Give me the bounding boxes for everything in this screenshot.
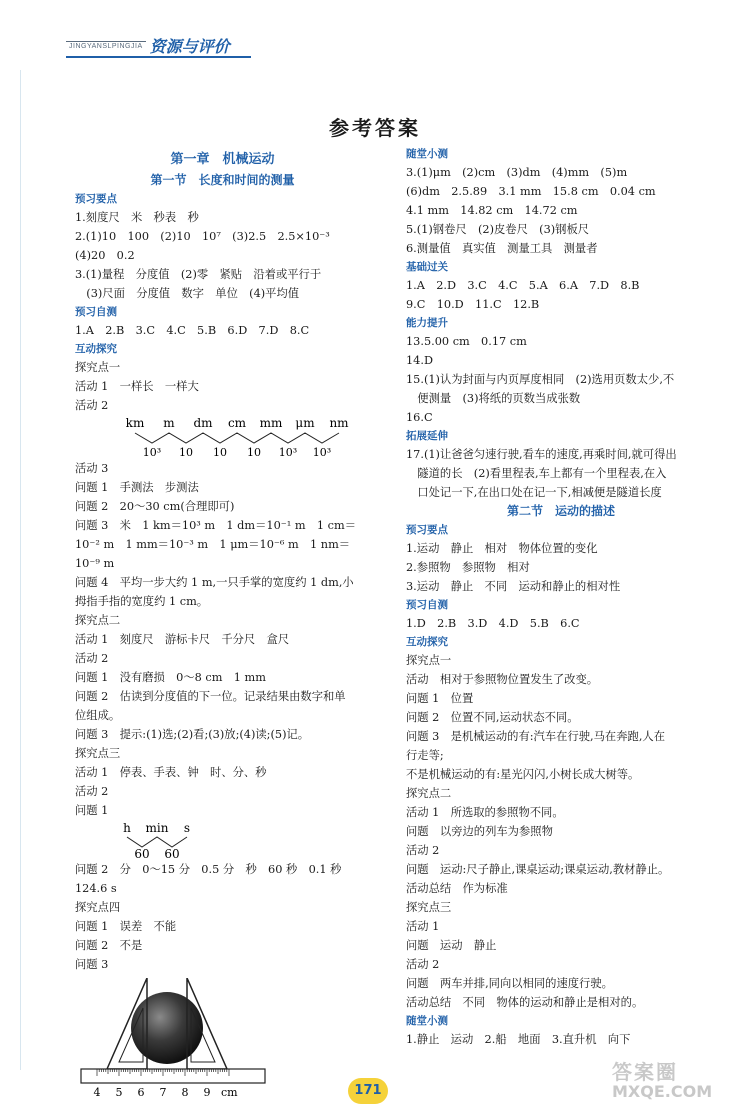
brand-pinyin: JINGYANSLPINGJIA xyxy=(66,41,146,51)
answer-line: 活动总结 不同 物体的运动和静止是相对的。 xyxy=(406,996,644,1009)
right-lines-a xyxy=(406,145,716,502)
ruler-label: 6 xyxy=(137,1086,145,1098)
brand-underline xyxy=(66,56,251,58)
answer-line: 探究点二 xyxy=(406,787,452,800)
answer-line: 活动 相对于参照物位置发生了改变。 xyxy=(406,673,599,686)
answer-line: 活动 2 xyxy=(75,652,109,665)
answer-line: 探究点一 xyxy=(406,654,452,667)
time-unit-svg xyxy=(75,820,370,860)
answer-line: 3.运动 静止 不同 运动和静止的相对性 xyxy=(406,580,621,593)
answer-line: 1.A 2.B 3.C 4.C 5.B 6.D 7.D 8.C xyxy=(75,324,310,337)
answer-line: 活动 2 xyxy=(406,958,440,971)
page-title: 参考答案 xyxy=(329,116,421,140)
answer-line: 3.(1)μm (2)cm (3)dm (4)mm (5)m xyxy=(406,166,628,179)
answer-line: 活动 1 xyxy=(406,920,440,933)
left-column xyxy=(75,150,370,1098)
ruler-label: 8 xyxy=(181,1086,189,1098)
answer-line: 活动 1 停表、手表、钟 时、分、秒 xyxy=(75,766,267,779)
unit-label: cm xyxy=(227,416,247,430)
section-heading: 第一节 长度和时间的测量 xyxy=(150,173,295,187)
answer-line: 16.C xyxy=(406,411,433,424)
right-lines-b xyxy=(406,521,716,1049)
subsection-heading: 能力提升 xyxy=(406,317,448,329)
ratio-label: 10³ xyxy=(312,446,332,459)
answer-line: 问题 2 不是 xyxy=(75,939,143,952)
answer-line: 问题 1 位置 xyxy=(406,692,474,705)
answer-line: 问题 2 20～30 cm(合理即可) xyxy=(75,500,235,513)
subsection-heading: 预习要点 xyxy=(75,193,117,205)
answer-line: 问题 1 误差 不能 xyxy=(75,920,177,933)
answer-line: 17.(1)让爸爸匀速行驶,看车的速度,再乘时间,就可得出 xyxy=(406,448,677,461)
ruler-svg xyxy=(75,978,275,1098)
answer-line: 问题 3 是机械运动的有:汽车在行驶,马在奔跑,人在 xyxy=(406,730,666,743)
answer-line: (3)尺面 分度值 数字 单位 (4)平均值 xyxy=(75,287,300,300)
answer-line: 4.1 mm 14.82 cm 14.72 cm xyxy=(406,204,578,217)
time-unit-label: h xyxy=(123,821,131,835)
answer-line: 问题 两车并排,同向以相同的速度行驶。 xyxy=(406,977,613,990)
right-column xyxy=(406,145,716,1049)
answer-line: 活动 3 xyxy=(75,462,109,475)
answer-line: 问题 3 米 1 km＝10³ m 1 dm＝10⁻¹ m 1 cm＝ xyxy=(75,519,356,532)
answer-line: 10⁻² m 1 mm＝10⁻³ m 1 μm＝10⁻⁶ m 1 nm＝ xyxy=(75,538,351,551)
sphere-image xyxy=(131,992,203,1064)
time-ratio-label: 60 xyxy=(134,847,150,860)
answer-line: 13.5.00 cm 0.17 cm xyxy=(406,335,527,348)
answer-line: 问题 1 没有磨损 0～8 cm 1 mm xyxy=(75,671,266,684)
answer-line: 便测量 (3)将纸的页数当成张数 xyxy=(406,392,581,405)
answer-line: 问题 以旁边的列车为参照物 xyxy=(406,825,553,838)
answer-line: 探究点三 xyxy=(75,747,121,760)
unit-label: m xyxy=(163,416,175,430)
ruler-label: 4 xyxy=(93,1086,101,1098)
answer-line: 隧道的长 (2)看里程表,车上都有一个里程表,在入 xyxy=(406,467,667,480)
answer-line: (6)dm 2.5.89 3.1 mm 15.8 cm 0.04 cm xyxy=(406,185,656,198)
answer-line: 问题 2 估读到分度值的下一位。记录结果由数字和单 xyxy=(75,690,346,703)
ruler-measurement-figure xyxy=(75,978,370,1098)
brand-logo xyxy=(66,34,230,57)
answer-line: 问题 3 xyxy=(75,958,109,971)
answer-line: 活动 2 xyxy=(75,399,109,412)
zigzag-line xyxy=(135,433,339,443)
time-unit-label: s xyxy=(183,821,191,835)
answer-line: 10⁻⁹ m xyxy=(75,557,115,570)
unit-label: μm xyxy=(295,416,315,430)
section2-heading: 第二节 运动的描述 xyxy=(506,504,615,518)
left-lines-b xyxy=(75,459,370,820)
watermark-top: 答案圈 xyxy=(612,1060,678,1084)
subsection-heading: 基础过关 xyxy=(406,261,448,273)
answer-line: 问题 3 提示:(1)选;(2)看;(3)放;(4)读;(5)记。 xyxy=(75,728,310,741)
unit-label: km xyxy=(125,416,145,430)
answer-line: 15.(1)认为封面与内页厚度相同 (2)选用页数太少,不 xyxy=(406,373,675,386)
ruler-label: cm xyxy=(221,1086,238,1098)
unit-label: nm xyxy=(329,416,349,430)
answer-line: 问题 运动 静止 xyxy=(406,939,497,952)
answer-line: 活动 2 xyxy=(406,844,440,857)
answer-line: 活动 1 所选取的参照物不同。 xyxy=(406,806,564,819)
answer-line: 拇指手指的宽度约 1 cm。 xyxy=(75,595,209,608)
subsection-heading: 随堂小测 xyxy=(406,148,448,160)
answer-line: 1.静止 运动 2.船 地面 3.直升机 向下 xyxy=(406,1033,631,1046)
subsection-heading: 互动探究 xyxy=(75,343,117,355)
ratio-label: 10 xyxy=(247,446,261,459)
answer-line: (4)20 0.2 xyxy=(75,249,135,262)
ruler-label: 7 xyxy=(159,1086,167,1098)
subsection-heading: 预习自测 xyxy=(406,599,448,611)
left-lines-c xyxy=(75,860,370,974)
watermark xyxy=(612,1062,712,1102)
chapter-heading: 第一章 机械运动 xyxy=(170,152,275,167)
watermark-bottom: MXQE.COM xyxy=(612,1082,713,1101)
answer-line: 问题 运动:尺子静止,课桌运动;课桌运动,教材静止。 xyxy=(406,863,670,876)
subsection-heading: 拓展延伸 xyxy=(406,430,448,442)
unit-conversion-svg xyxy=(75,415,370,459)
page-number: 171 xyxy=(348,1078,388,1104)
ratio-label: 10 xyxy=(213,446,227,459)
time-unit-label: min xyxy=(145,821,169,835)
time-ratio-label: 60 xyxy=(164,847,180,860)
answer-line: 3.(1)量程 分度值 (2)零 紧贴 沿着或平行于 xyxy=(75,268,322,281)
time-unit-diagram xyxy=(75,820,370,860)
answer-line: 活动 1 刻度尺 游标卡尺 千分尺 盒尺 xyxy=(75,633,290,646)
answer-line: 124.6 s xyxy=(75,882,117,895)
answer-line: 探究点一 xyxy=(75,361,121,374)
answer-line: 位组成。 xyxy=(75,709,121,722)
answer-line: 探究点四 xyxy=(75,901,121,914)
answer-line: 1.刻度尺 米 秒表 秒 xyxy=(75,211,199,224)
time-zigzag-line xyxy=(127,837,187,847)
brand-name: 资源与评价 xyxy=(149,37,230,56)
ratio-label: 10³ xyxy=(142,446,162,459)
header-bar xyxy=(0,0,750,70)
subsection-heading: 互动探究 xyxy=(406,636,448,648)
ruler-bar xyxy=(81,1069,265,1083)
subsection-heading: 预习要点 xyxy=(406,524,448,536)
answer-line: 问题 2 位置不同,运动状态不同。 xyxy=(406,711,579,724)
ratio-label: 10³ xyxy=(278,446,298,459)
answer-line: 2.(1)10 100 (2)10 10⁷ (3)2.5 2.5×10⁻³ xyxy=(75,230,330,243)
answer-line: 1.D 2.B 3.D 4.D 5.B 6.C xyxy=(406,617,580,630)
ratio-label: 10 xyxy=(179,446,193,459)
answer-line: 问题 1 xyxy=(75,804,109,817)
subsection-heading: 预习自测 xyxy=(75,306,117,318)
left-lines-a xyxy=(75,190,370,415)
answer-line: 6.测量值 真实值 测量工具 测量者 xyxy=(406,242,598,255)
answer-line: 1.运动 静止 相对 物体位置的变化 xyxy=(406,542,598,555)
answer-line: 14.D xyxy=(406,354,434,367)
unit-label: mm xyxy=(259,416,283,430)
unit-conversion-diagram xyxy=(75,415,370,459)
page-margin-rule xyxy=(20,70,21,1070)
ruler-label: 5 xyxy=(115,1086,123,1098)
subsection-heading: 随堂小测 xyxy=(406,1015,448,1027)
answer-line: 问题 1 手测法 步测法 xyxy=(75,481,199,494)
answer-line: 问题 4 平均一步大约 1 m,一只手掌的宽度约 1 dm,小 xyxy=(75,576,354,589)
answer-line: 活动总结 作为标准 xyxy=(406,882,508,895)
answer-line: 口处记一下,在出口处在记一下,相减便是隧道长度 xyxy=(406,486,662,499)
answer-line: 活动 2 xyxy=(75,785,109,798)
answer-line: 9.C 10.D 11.C 12.B xyxy=(406,298,540,311)
answer-line: 1.A 2.D 3.C 4.C 5.A 6.A 7.D 8.B xyxy=(406,279,640,292)
answer-line: 不是机械运动的有:星光闪闪,小树长成大树等。 xyxy=(406,768,640,781)
answer-line: 探究点二 xyxy=(75,614,121,627)
answer-line: 2.参照物 参照物 相对 xyxy=(406,561,530,574)
answer-line: 探究点三 xyxy=(406,901,452,914)
answer-line: 行走等; xyxy=(406,749,444,762)
unit-label: dm xyxy=(193,416,213,430)
answer-line: 活动 1 一样长 一样大 xyxy=(75,380,199,393)
answer-line: 问题 2 分 0～15 分 0.5 分 秒 60 秒 0.1 秒 xyxy=(75,863,342,876)
ruler-label: 9 xyxy=(203,1086,211,1098)
answer-line: 5.(1)钢卷尺 (2)皮卷尺 (3)钢板尺 xyxy=(406,223,590,236)
